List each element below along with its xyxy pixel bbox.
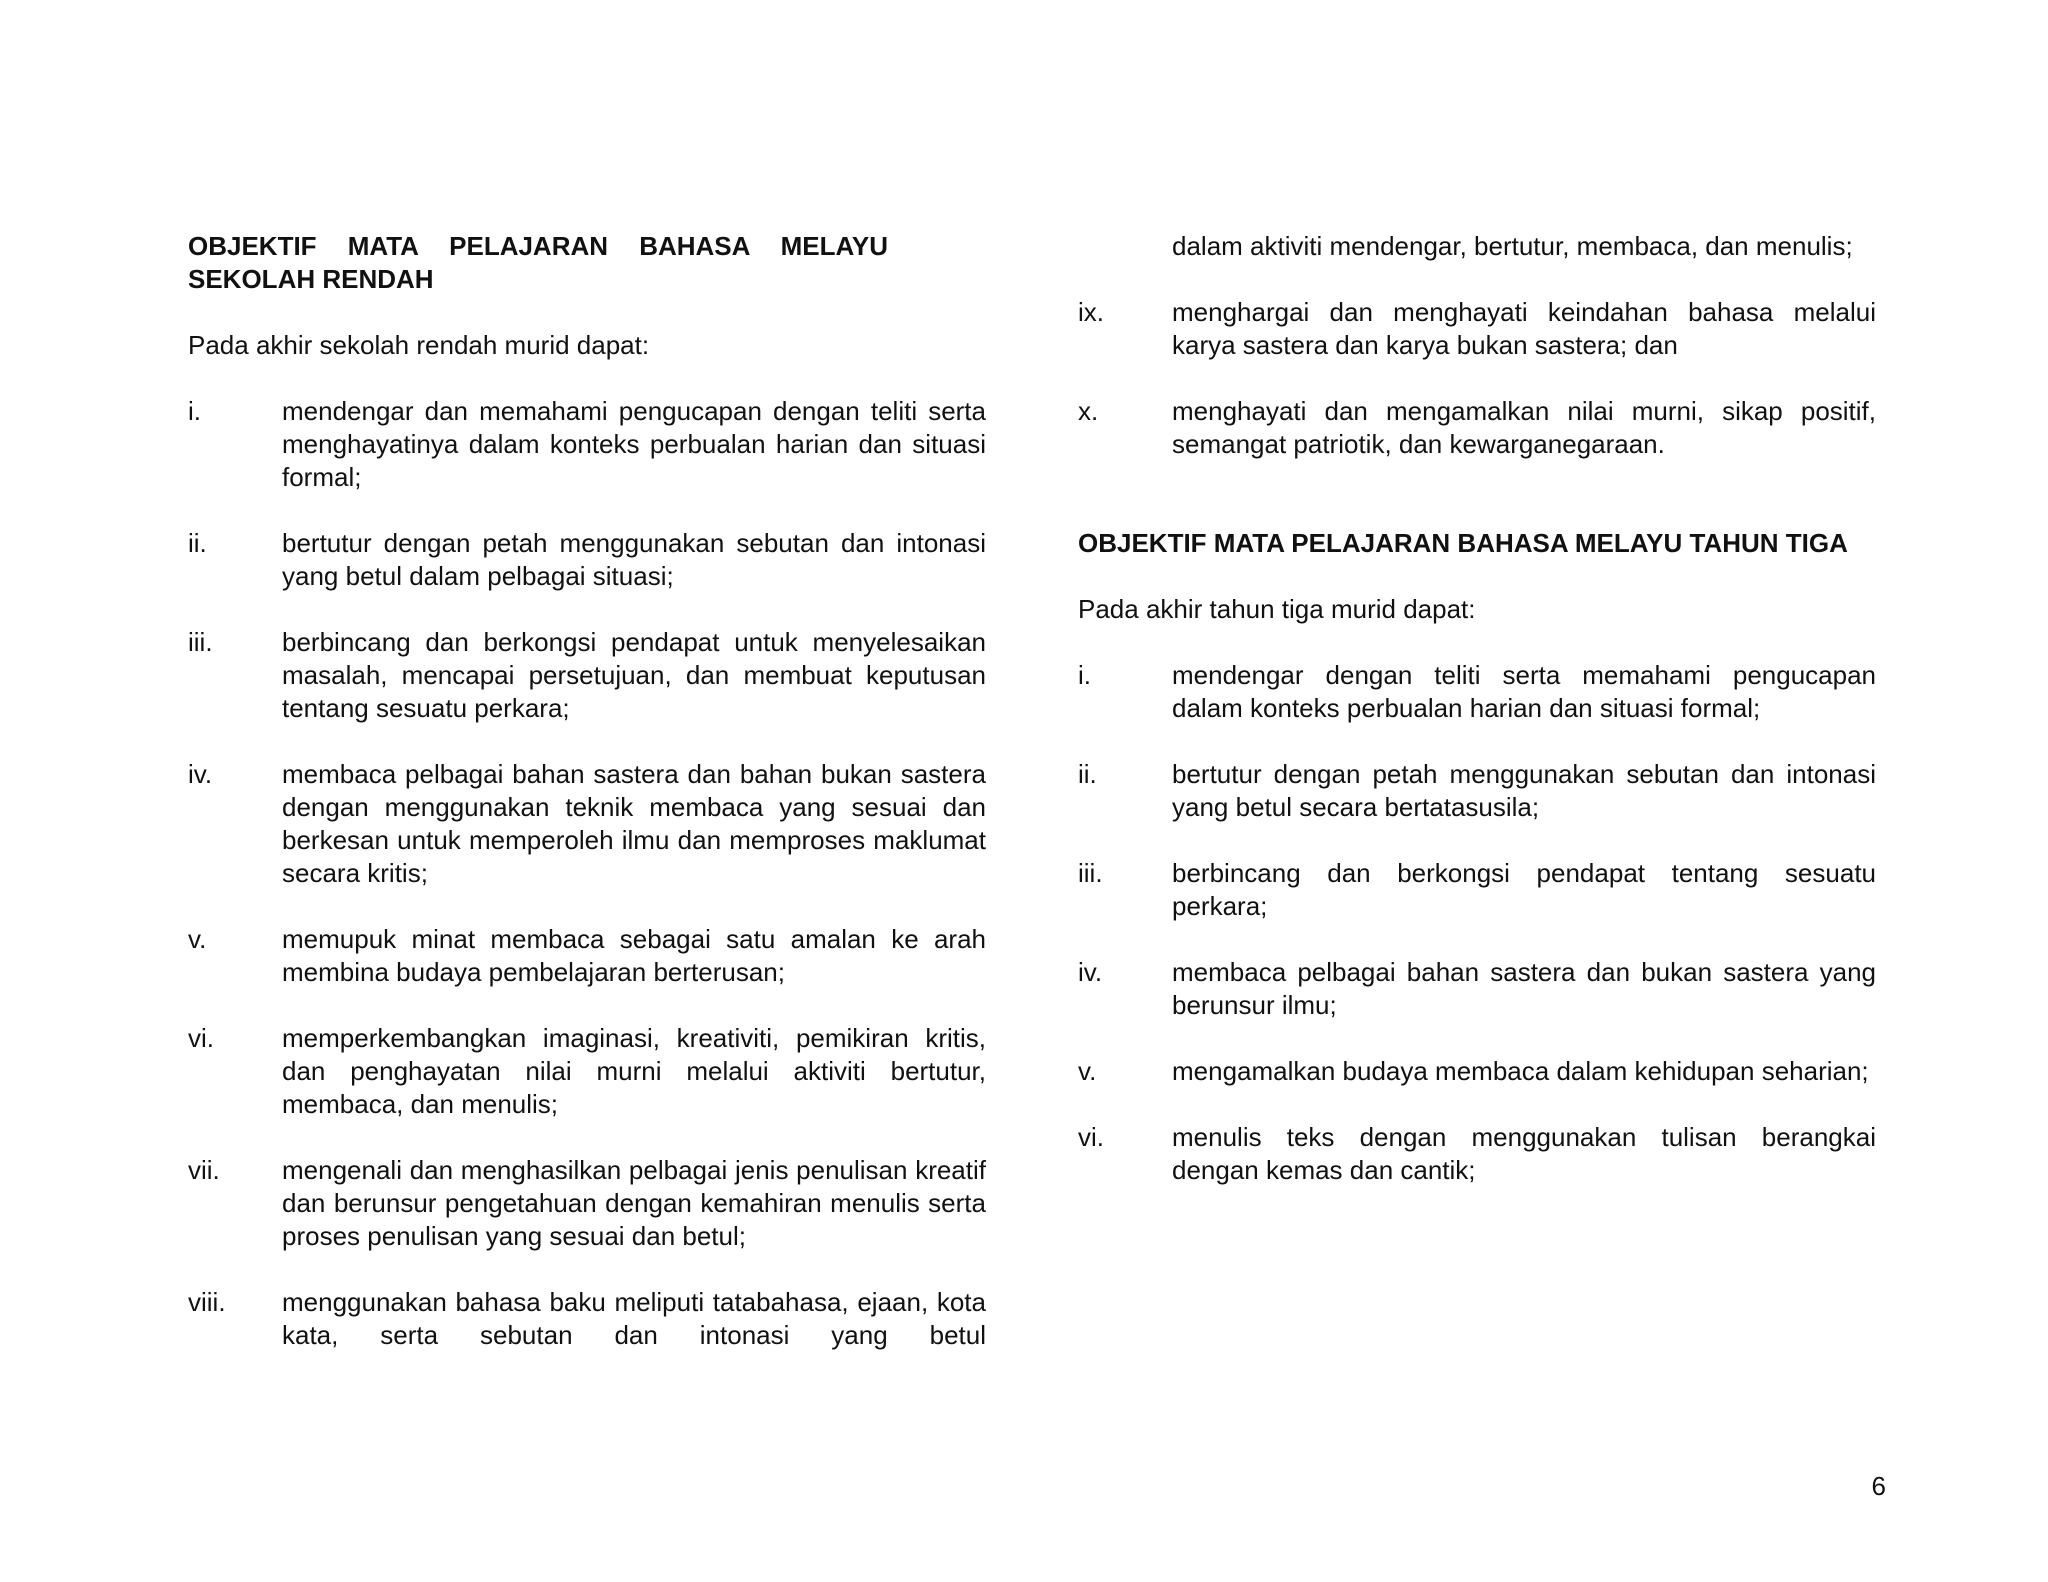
item-text: bertutur dengan petah menggunakan sebutan dan intonasi yang betul dalam pelbagai situasi; <box>282 528 986 591</box>
item-number: v. <box>1078 1056 1097 1086</box>
left-column <box>188 230 986 1385</box>
item-number: ii. <box>188 528 207 558</box>
item-text: mengenali dan menghasilkan pelbagai jenis penulisan kreatif dan berunsur pengetahuan dengan kemahiran menulis serta proses penulisan yang sesuai dan betul; <box>282 1155 986 1251</box>
item-number: iv. <box>1078 957 1103 987</box>
item-text: mendengar dan memahami pengucapan dengan teliti serta menghayatinya dalam konteks perbualan harian dan situasi formal; <box>282 396 986 492</box>
item-number: i. <box>188 396 201 426</box>
item-text: menghayati dan mengamalkan nilai murni, sikap positif, semangat patriotik, dan kewarganegaraan. <box>1172 396 1876 459</box>
item-text: menulis teks dengan menggunakan tulisan berangkai dengan kemas dan cantik; <box>1172 1122 1876 1185</box>
item-number: v. <box>188 924 207 954</box>
item-text: berbincang dan berkongsi pendapat untuk menyelesaikan masalah, mencapai persetujuan, dan membuat keputusan tentang sesuatu perkara; <box>282 627 986 723</box>
list-item <box>188 1154 986 1253</box>
right-column <box>1078 230 1876 1220</box>
item-text: memupuk minat membaca sebagai satu amalan ke arah membina budaya pembelajaran berterusan; <box>282 924 986 987</box>
item-number: vi. <box>188 1023 214 1053</box>
item-text: mengamalkan budaya membaca dalam kehidupan seharian; <box>1172 1056 1869 1086</box>
item-text: mendengar dengan teliti serta memahami pengucapan dalam konteks perbualan harian dan situasi formal; <box>1172 660 1876 723</box>
list-item <box>1078 296 1876 362</box>
list-item <box>188 527 986 593</box>
item-text: memperkembangkan imaginasi, kreativiti, pemikiran kritis, dan penghayatan nilai murni melalui aktiviti bertutur, membaca, dan menulis; <box>282 1023 986 1119</box>
list-item <box>1078 659 1876 725</box>
list-item <box>1078 1121 1876 1187</box>
intro-year-three: Pada akhir tahun tiga murid dapat: <box>1078 594 1476 624</box>
item-number: ii. <box>1078 759 1097 789</box>
list-item <box>1078 956 1876 1022</box>
item-number: vii. <box>188 1155 220 1185</box>
item-text: berbincang dan berkongsi pendapat tentang sesuatu perkara; <box>1172 858 1876 921</box>
list-item <box>188 395 986 494</box>
section-heading-primary-school: OBJEKTIF MATA PELAJARAN BAHASA MELAYU SEKOLAH RENDAH <box>188 231 888 294</box>
intro-primary-school: Pada akhir sekolah rendah murid dapat: <box>188 330 650 360</box>
item-number: viii. <box>188 1287 226 1317</box>
item-number: iii. <box>188 627 213 657</box>
list-item <box>1078 857 1876 923</box>
list-item <box>188 923 986 989</box>
item-text: menghargai dan menghayati keindahan bahasa melalui karya sastera dan karya bukan sastera; dan <box>1172 297 1876 360</box>
list-item <box>188 1286 986 1352</box>
list-item <box>1078 1055 1876 1088</box>
item-number: i. <box>1078 660 1091 690</box>
section-spacer <box>1078 494 1876 527</box>
item-number: vi. <box>1078 1122 1104 1152</box>
item-number: x. <box>1078 396 1099 426</box>
item-number: ix. <box>1078 297 1104 327</box>
list-item <box>1078 758 1876 824</box>
list-item <box>188 626 986 725</box>
item-text: bertutur dengan petah menggunakan sebutan dan intonasi yang betul secara bertatasusila; <box>1172 759 1876 822</box>
list-item <box>1078 395 1876 461</box>
page-number: 6 <box>1871 1471 1886 1501</box>
item-text: membaca pelbagai bahan sastera dan bukan sastera yang berunsur ilmu; <box>1172 957 1876 1020</box>
item-text-continuation: dalam aktiviti mendengar, bertutur, membaca, dan menulis; <box>1172 231 1853 261</box>
list-item <box>188 1022 986 1121</box>
item-text: menggunakan bahasa baku meliputi tatabahasa, ejaan, kota kata, serta sebutan dan intonasi yang betul <box>282 1287 986 1350</box>
item-number: iv. <box>188 759 213 789</box>
item-text: membaca pelbagai bahan sastera dan bahan bukan sastera dengan menggunakan teknik membaca yang sesuai dan berkesan untuk memperoleh ilmu dan memproses maklumat secara kritis; <box>282 759 986 888</box>
item-number: iii. <box>1078 858 1103 888</box>
list-item <box>188 758 986 890</box>
section-heading-year-three: OBJEKTIF MATA PELAJARAN BAHASA MELAYU TAHUN TIGA <box>1078 528 1848 558</box>
